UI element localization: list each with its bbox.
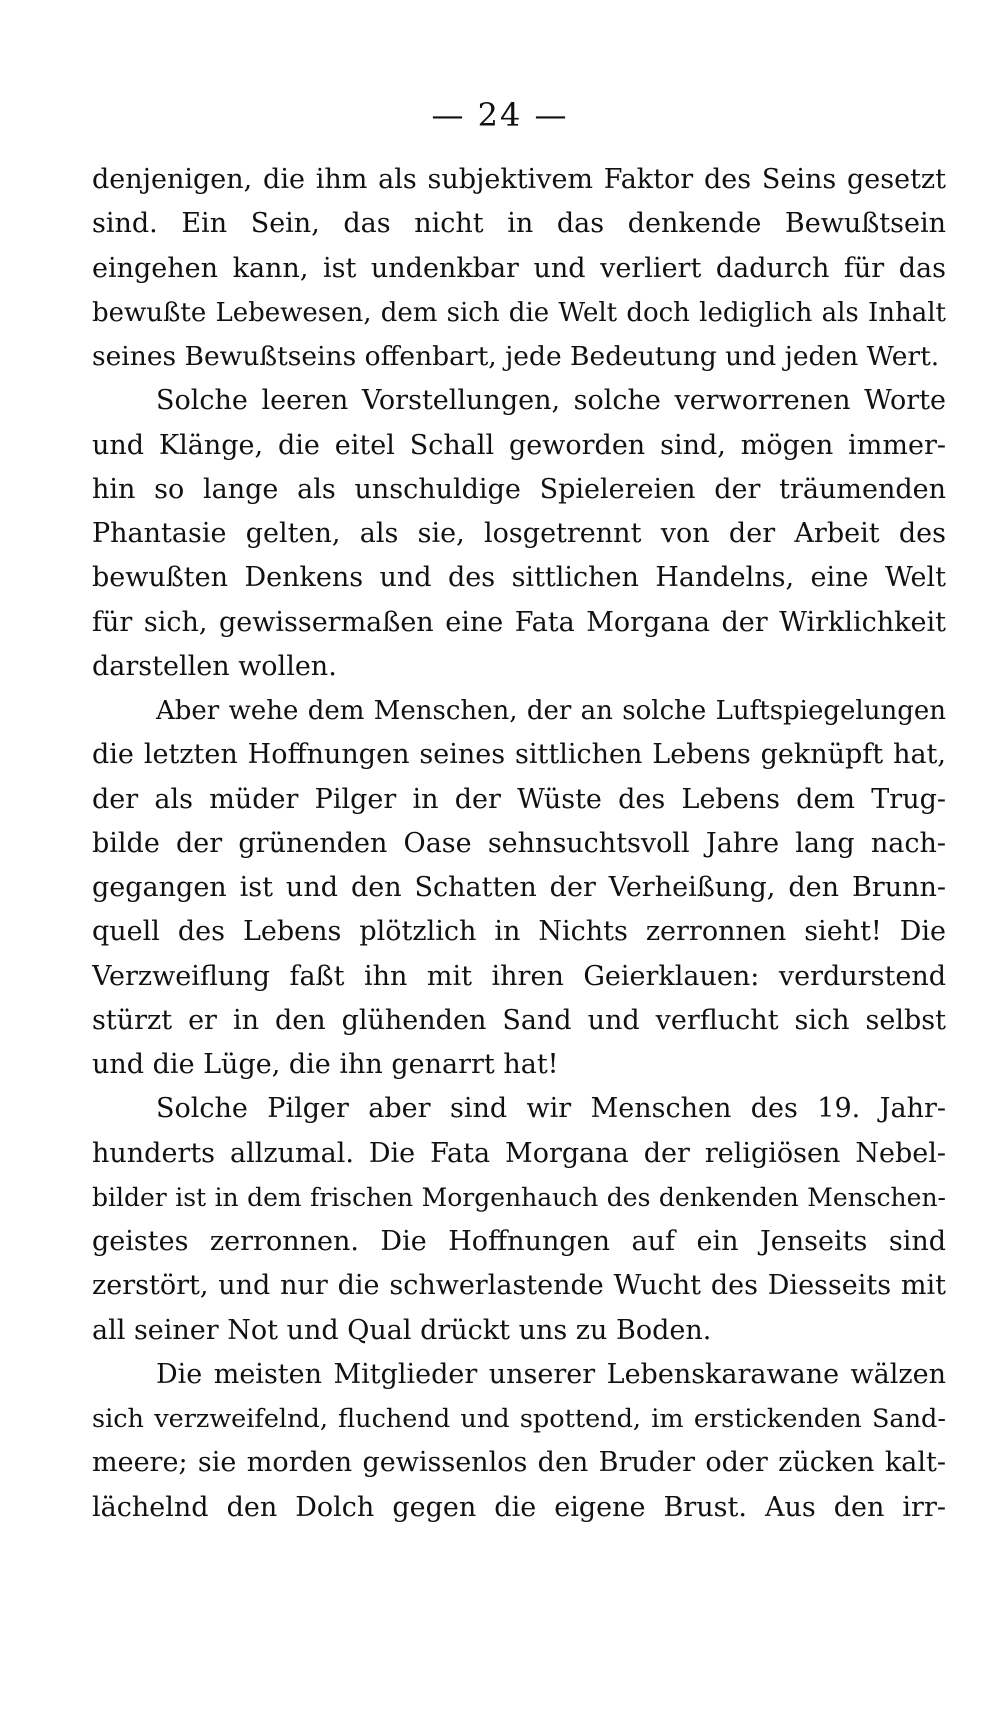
text-line: seines Bewußtseins offenbart, jede Bedeutung und jeden Wert. [92, 341, 940, 372]
text-line: für sich, gewissermaßen eine Fata Morgana der Wirklichkeit [92, 606, 946, 638]
text-line: Solche leeren Vorstellungen, solche verworrenen Worte [156, 385, 946, 417]
text-line: sich verzweifelnd, fluchend und spottend, im erstickenden Sand- [92, 1404, 946, 1434]
page-number: — 24 — [431, 96, 569, 134]
text-line: Die meisten Mitglieder unserer Lebenskarawane wälzen [156, 1358, 946, 1390]
text-line: bewußte Lebewesen, dem sich die Welt doch lediglich als Inhalt [92, 297, 946, 328]
text-line: denjenigen, die ihm als subjektivem Faktor des Seins gesetzt [92, 164, 946, 195]
text-line: all seiner Not und Qual drückt uns zu Boden. [92, 1314, 712, 1346]
text-line: hin so lange als unschuldige Spielereien der träumenden [92, 473, 946, 505]
text-line: und Klänge, die eitel Schall geworden sind, mögen immer- [92, 429, 946, 461]
text-line: hunderts allzumal. Die Fata Morgana der religiösen Nebel- [92, 1137, 946, 1169]
text-line: der als müder Pilger in der Wüste des Lebens dem Trug- [92, 783, 946, 815]
text-line: zerstört, und nur die schwerlastende Wucht des Diesseits mit [92, 1270, 946, 1302]
text-line: Verzweiflung faßt ihn mit ihren Geierklauen: verdurstend [92, 960, 946, 992]
text-line: Aber wehe dem Menschen, der an solche Luftspiegelungen [156, 696, 946, 726]
text-line: und die Lüge, die ihn genarrt hat! [92, 1049, 559, 1080]
text-line: bewußten Denkens und des sittlichen Handelns, eine Welt [92, 562, 946, 594]
text-line: bilde der grünenden Oase sehnsuchtsvoll Jahre lang nach- [92, 827, 946, 859]
text-line: eingehen kann, ist undenkbar und verliert dadurch für das [92, 252, 946, 284]
text-line: Solche Pilger aber sind wir Menschen des 19. Jahr- [156, 1093, 946, 1125]
text-line: lächelnd den Dolch gegen die eigene Brust. Aus den irr- [92, 1491, 946, 1523]
text-line: gegangen ist und den Schatten der Verheißung, den Brunn- [92, 872, 946, 903]
text-line: Phantasie gelten, als sie, losgetrennt von der Arbeit des [92, 518, 946, 549]
text-line: die letzten Hoffnungen seines sittlichen Lebens geknüpft hat, [92, 739, 946, 771]
text-line: stürzt er in den glühenden Sand und verflucht sich selbst [92, 1004, 946, 1036]
text-line: meere; sie morden gewissenlos den Bruder oder zücken kalt- [92, 1447, 946, 1479]
text-line: darstellen wollen. [92, 650, 337, 682]
text-line: geistes zerronnen. Die Hoffnungen auf ein Jenseits sind [92, 1226, 946, 1257]
text-line: bilder ist in dem frischen Morgenhauch des denkenden Menschen- [92, 1182, 946, 1212]
text-line: sind. Ein Sein, das nicht in das denkende Bewußtsein [92, 208, 946, 240]
text-line: quell des Lebens plötzlich in Nichts zerronnen sieht! Die [92, 916, 946, 948]
body-text [92, 158, 946, 1530]
